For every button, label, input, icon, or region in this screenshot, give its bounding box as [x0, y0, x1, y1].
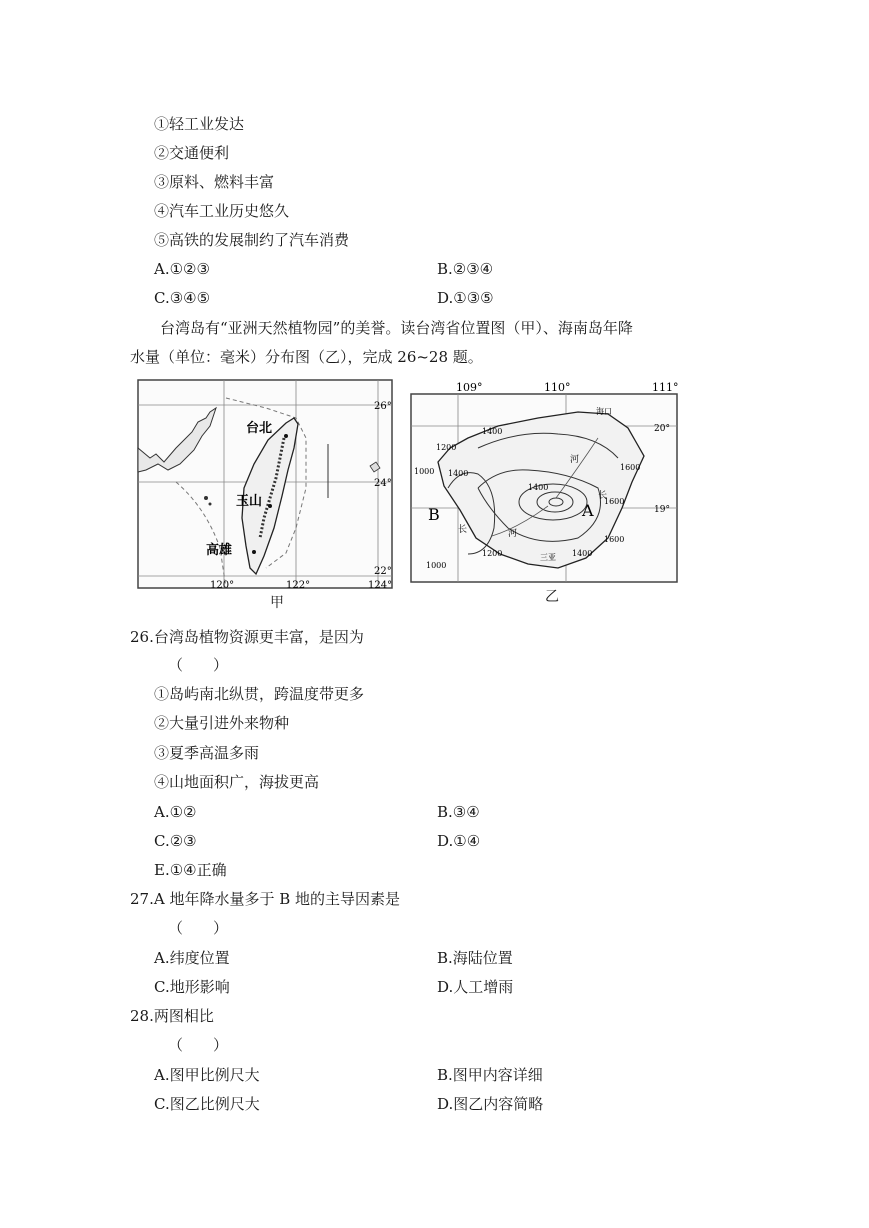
lat-20: 20° — [654, 424, 670, 434]
option-c: C.②③ — [154, 832, 197, 850]
label-yushan: 玉山 — [236, 494, 263, 509]
option-b: B.③④ — [437, 803, 480, 821]
option-a: A.①②③ — [154, 260, 210, 278]
place-label: 长 — [598, 491, 608, 501]
item: ①轻工业发达 — [154, 115, 245, 133]
option-c: C.③④⑤ — [154, 289, 211, 307]
lat-19: 19° — [654, 505, 670, 515]
taiwan-map — [136, 378, 396, 593]
q27-stem: 27.A 地年降水量多于 B 地的主导因素是 — [130, 890, 401, 908]
answer-paren: （ ） — [168, 656, 229, 674]
item: ④汽车工业历史悠久 — [154, 202, 290, 220]
lon-124: 124° — [368, 580, 393, 591]
lat-24: 24° — [374, 478, 392, 489]
lon-110: 110° — [544, 381, 571, 394]
isohyet: 1200 — [482, 549, 503, 558]
answer-paren: （ ） — [168, 1036, 229, 1054]
option-a: A.图甲比例尺大 — [154, 1066, 260, 1084]
isohyet: 1000 — [414, 467, 435, 476]
lon-122: 122° — [286, 580, 311, 591]
isohyet: 1400 — [482, 427, 503, 436]
item: ③夏季高温多雨 — [154, 744, 260, 762]
lat-26: 26° — [374, 401, 392, 412]
option-b: B.海陆位置 — [437, 949, 513, 967]
item: ①岛屿南北纵贯，跨温度带更多 — [154, 685, 365, 703]
intro-line-2: 水量（单位：毫米）分布图（乙），完成 26~28 题。 — [130, 348, 483, 366]
isohyet: 1600 — [620, 463, 641, 472]
option-a: A.纬度位置 — [154, 949, 230, 967]
lat-22: 22° — [374, 566, 392, 577]
river-label: 河 — [570, 455, 580, 465]
item: ②交通便利 — [154, 144, 230, 162]
option-a: A.①② — [154, 803, 197, 821]
item: ④山地面积广，海拔更高 — [154, 773, 320, 791]
isohyet: 1600 — [604, 497, 625, 506]
label-gaoxiong: 高雄 — [206, 543, 233, 558]
isohyet: 1000 — [426, 561, 447, 570]
isohyet: 1400 — [448, 469, 469, 478]
answer-paren: （ ） — [168, 919, 229, 937]
lon-109: 109° — [456, 381, 483, 394]
river-label: 河 — [508, 529, 518, 539]
item: ②大量引进外来物种 — [154, 714, 290, 732]
isohyet: 1400 — [572, 549, 593, 558]
place-label: 长 — [458, 525, 468, 535]
option-c: C.图乙比例尺大 — [154, 1095, 260, 1113]
q28-stem: 28.两图相比 — [130, 1007, 214, 1025]
caption-jia: 甲 — [270, 595, 284, 611]
lon-120: 120° — [210, 580, 235, 591]
point-a: A — [582, 501, 594, 520]
intro-line-1: 台湾岛有“亚洲天然植物园”的美誉。读台湾省位置图（甲）、海南岛年降 — [160, 319, 633, 337]
isohyet: 1200 — [436, 443, 457, 452]
place-sanya: 三亚 — [540, 553, 556, 562]
option-d: D.人工增雨 — [437, 978, 514, 996]
q26-stem: 26.台湾岛植物资源更丰富，是因为 — [130, 628, 364, 646]
label-taibei: 台北 — [246, 421, 273, 436]
option-e: E.①④正确 — [154, 861, 227, 879]
hainan-map — [408, 378, 684, 586]
isohyet: 1400 — [528, 483, 549, 492]
option-d: D.图乙内容简略 — [437, 1095, 544, 1113]
caption-yi: 乙 — [545, 589, 559, 605]
option-c: C.地形影响 — [154, 978, 230, 996]
isohyet: 1600 — [604, 535, 625, 544]
item: ③原料、燃料丰富 — [154, 173, 275, 191]
option-d: D.①③⑤ — [437, 289, 494, 307]
option-b: B.②③④ — [437, 260, 494, 278]
option-d: D.①④ — [437, 832, 481, 850]
place-haikou: 海口 — [596, 407, 612, 416]
lon-111: 111° — [652, 381, 679, 394]
point-b: B — [428, 505, 440, 524]
option-b: B.图甲内容详细 — [437, 1066, 543, 1084]
item: ⑤高铁的发展制约了汽车消费 — [154, 231, 350, 249]
